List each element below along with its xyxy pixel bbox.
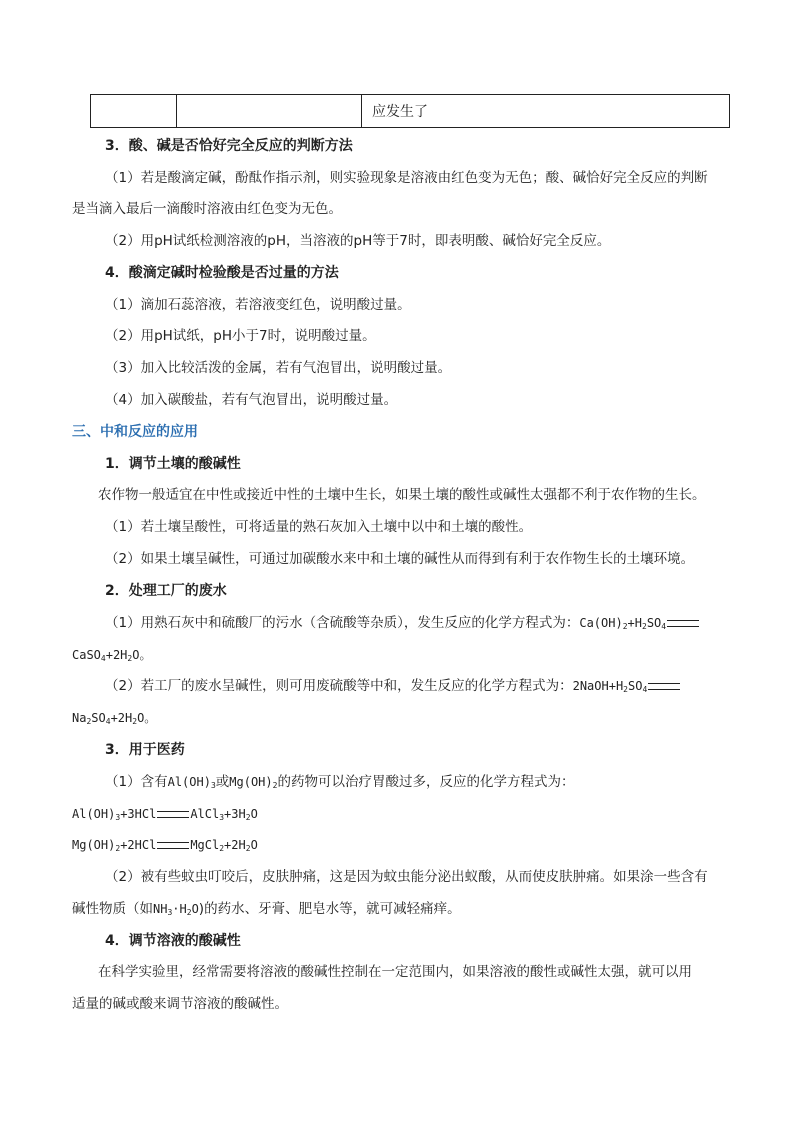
subsection-title: 3．用于医药 bbox=[105, 742, 185, 758]
chemical-equation-right: $CaSO_4+2H_2O$。 bbox=[72, 648, 152, 663]
subsection-title: 1．调节土壤的酸碱性 bbox=[105, 456, 241, 472]
chemical-equation-left: $Ca(OH)_2+H_2SO_4$ bbox=[579, 616, 667, 631]
subsection-title: 4．调节溶液的酸碱性 bbox=[105, 933, 241, 949]
paragraph-line: 农作物一般适宜在中性或接近中性的土壤中生长，如果土壤的酸性或碱性太强都不利于农作物的生长。 bbox=[98, 487, 706, 503]
list-item: （3）加入比较活泼的金属，若有气泡冒出，说明酸过量。 bbox=[105, 360, 452, 376]
list-item: （4）加入碳酸盐，若有气泡冒出，说明酸过量。 bbox=[105, 392, 398, 408]
chemical-formula: $NH_3\cdot H_2O$ bbox=[153, 902, 199, 917]
section-heading: 三、中和反应的应用 bbox=[72, 424, 198, 440]
list-item: （2）用pH试纸，pH小于7时，说明酸过量。 bbox=[105, 328, 376, 344]
chemical-equation-left: $2NaOH+H_2SO_4$ bbox=[572, 679, 648, 694]
paragraph-line: 是当滴入最后一滴酸时溶液由红色变为无色。 bbox=[72, 201, 342, 217]
section-4-title: 4．酸滴定碱时检验酸是否过量的方法 bbox=[105, 265, 339, 281]
chemical-equation-right: $Na_2SO_4+2H_2O$。 bbox=[72, 711, 157, 726]
paragraph-line: （1）若土壤呈酸性，可将适量的熟石灰加入土壤中以中和土壤的酸性。 bbox=[105, 519, 533, 535]
equals-sign bbox=[157, 842, 189, 849]
paragraph-line: （1）若是酸滴定碱，酚酞作指示剂，则实验现象是溶液由红色变为无色；酸、碱恰好完全反应的判断 bbox=[105, 170, 708, 186]
equals-sign bbox=[667, 620, 699, 627]
table-cell-text: 应发生了 bbox=[372, 104, 428, 120]
paragraph-line: 适量的碱或酸来调节溶液的酸碱性。 bbox=[72, 996, 288, 1012]
equals-sign bbox=[157, 811, 189, 818]
subsection-title: 2．处理工厂的废水 bbox=[105, 583, 227, 599]
paragraph-line: （1）含有$Al(OH)_3$或$Mg(OH)_2$的药物可以治疗胃酸过多，反应的化学方程式为： bbox=[105, 774, 575, 790]
section-3-title: 3．酸、碱是否恰好完全反应的判断方法 bbox=[105, 138, 353, 154]
chemical-equation: $Al(OH)_3+3HCl$ $AlCl_3+3H_2O$ bbox=[72, 807, 258, 822]
table-divider bbox=[361, 95, 362, 127]
table-fragment bbox=[90, 94, 730, 128]
paragraph-line: 碱性物质（如$NH_3\cdot H_2O$)的药水、牙膏、肥皂水等，就可减轻痛痒。 bbox=[72, 901, 461, 917]
chemical-formula: $Al(OH)_3$ bbox=[167, 775, 216, 790]
paragraph-text: （1）用熟石灰中和硫酸厂的污水（含硫酸等杂质），发生反应的化学方程式为： bbox=[105, 615, 580, 631]
table-divider bbox=[176, 95, 177, 127]
paragraph-line bbox=[105, 613, 700, 633]
paragraph-text: （2）若工厂的废水呈碱性，则可用废硫酸等中和，发生反应的化学方程式为： bbox=[105, 678, 573, 694]
list-item: （1）滴加石蕊溶液，若溶液变红色，说明酸过量。 bbox=[105, 297, 411, 313]
paragraph-line: （2）如果土壤呈碱性，可通过加碳酸水来中和土壤的碱性从而得到有利于农作物生长的土壤环境。 bbox=[105, 551, 695, 567]
paragraph-line: （2）用pH试纸检测溶液的pH，当溶液的pH等于7时，即表明酸、碱恰好完全反应。 bbox=[105, 233, 611, 249]
equals-sign bbox=[648, 683, 680, 690]
chemical-equation: $Mg(OH)_2+2HCl$ $MgCl_2+2H_2O$ bbox=[72, 838, 258, 853]
chemical-formula: $Mg(OH)_2$ bbox=[229, 775, 278, 790]
paragraph-line bbox=[105, 676, 681, 696]
paragraph-line: （2）被有些蚊虫叮咬后，皮肤肿痛，这是因为蚊虫能分泌出蚁酸，从而使皮肤肿痛。如果涂一些含有 bbox=[105, 869, 708, 885]
paragraph-line: 在科学实验里，经常需要将溶液的酸碱性控制在一定范围内，如果溶液的酸性或碱性太强，就可以用 bbox=[98, 964, 692, 980]
